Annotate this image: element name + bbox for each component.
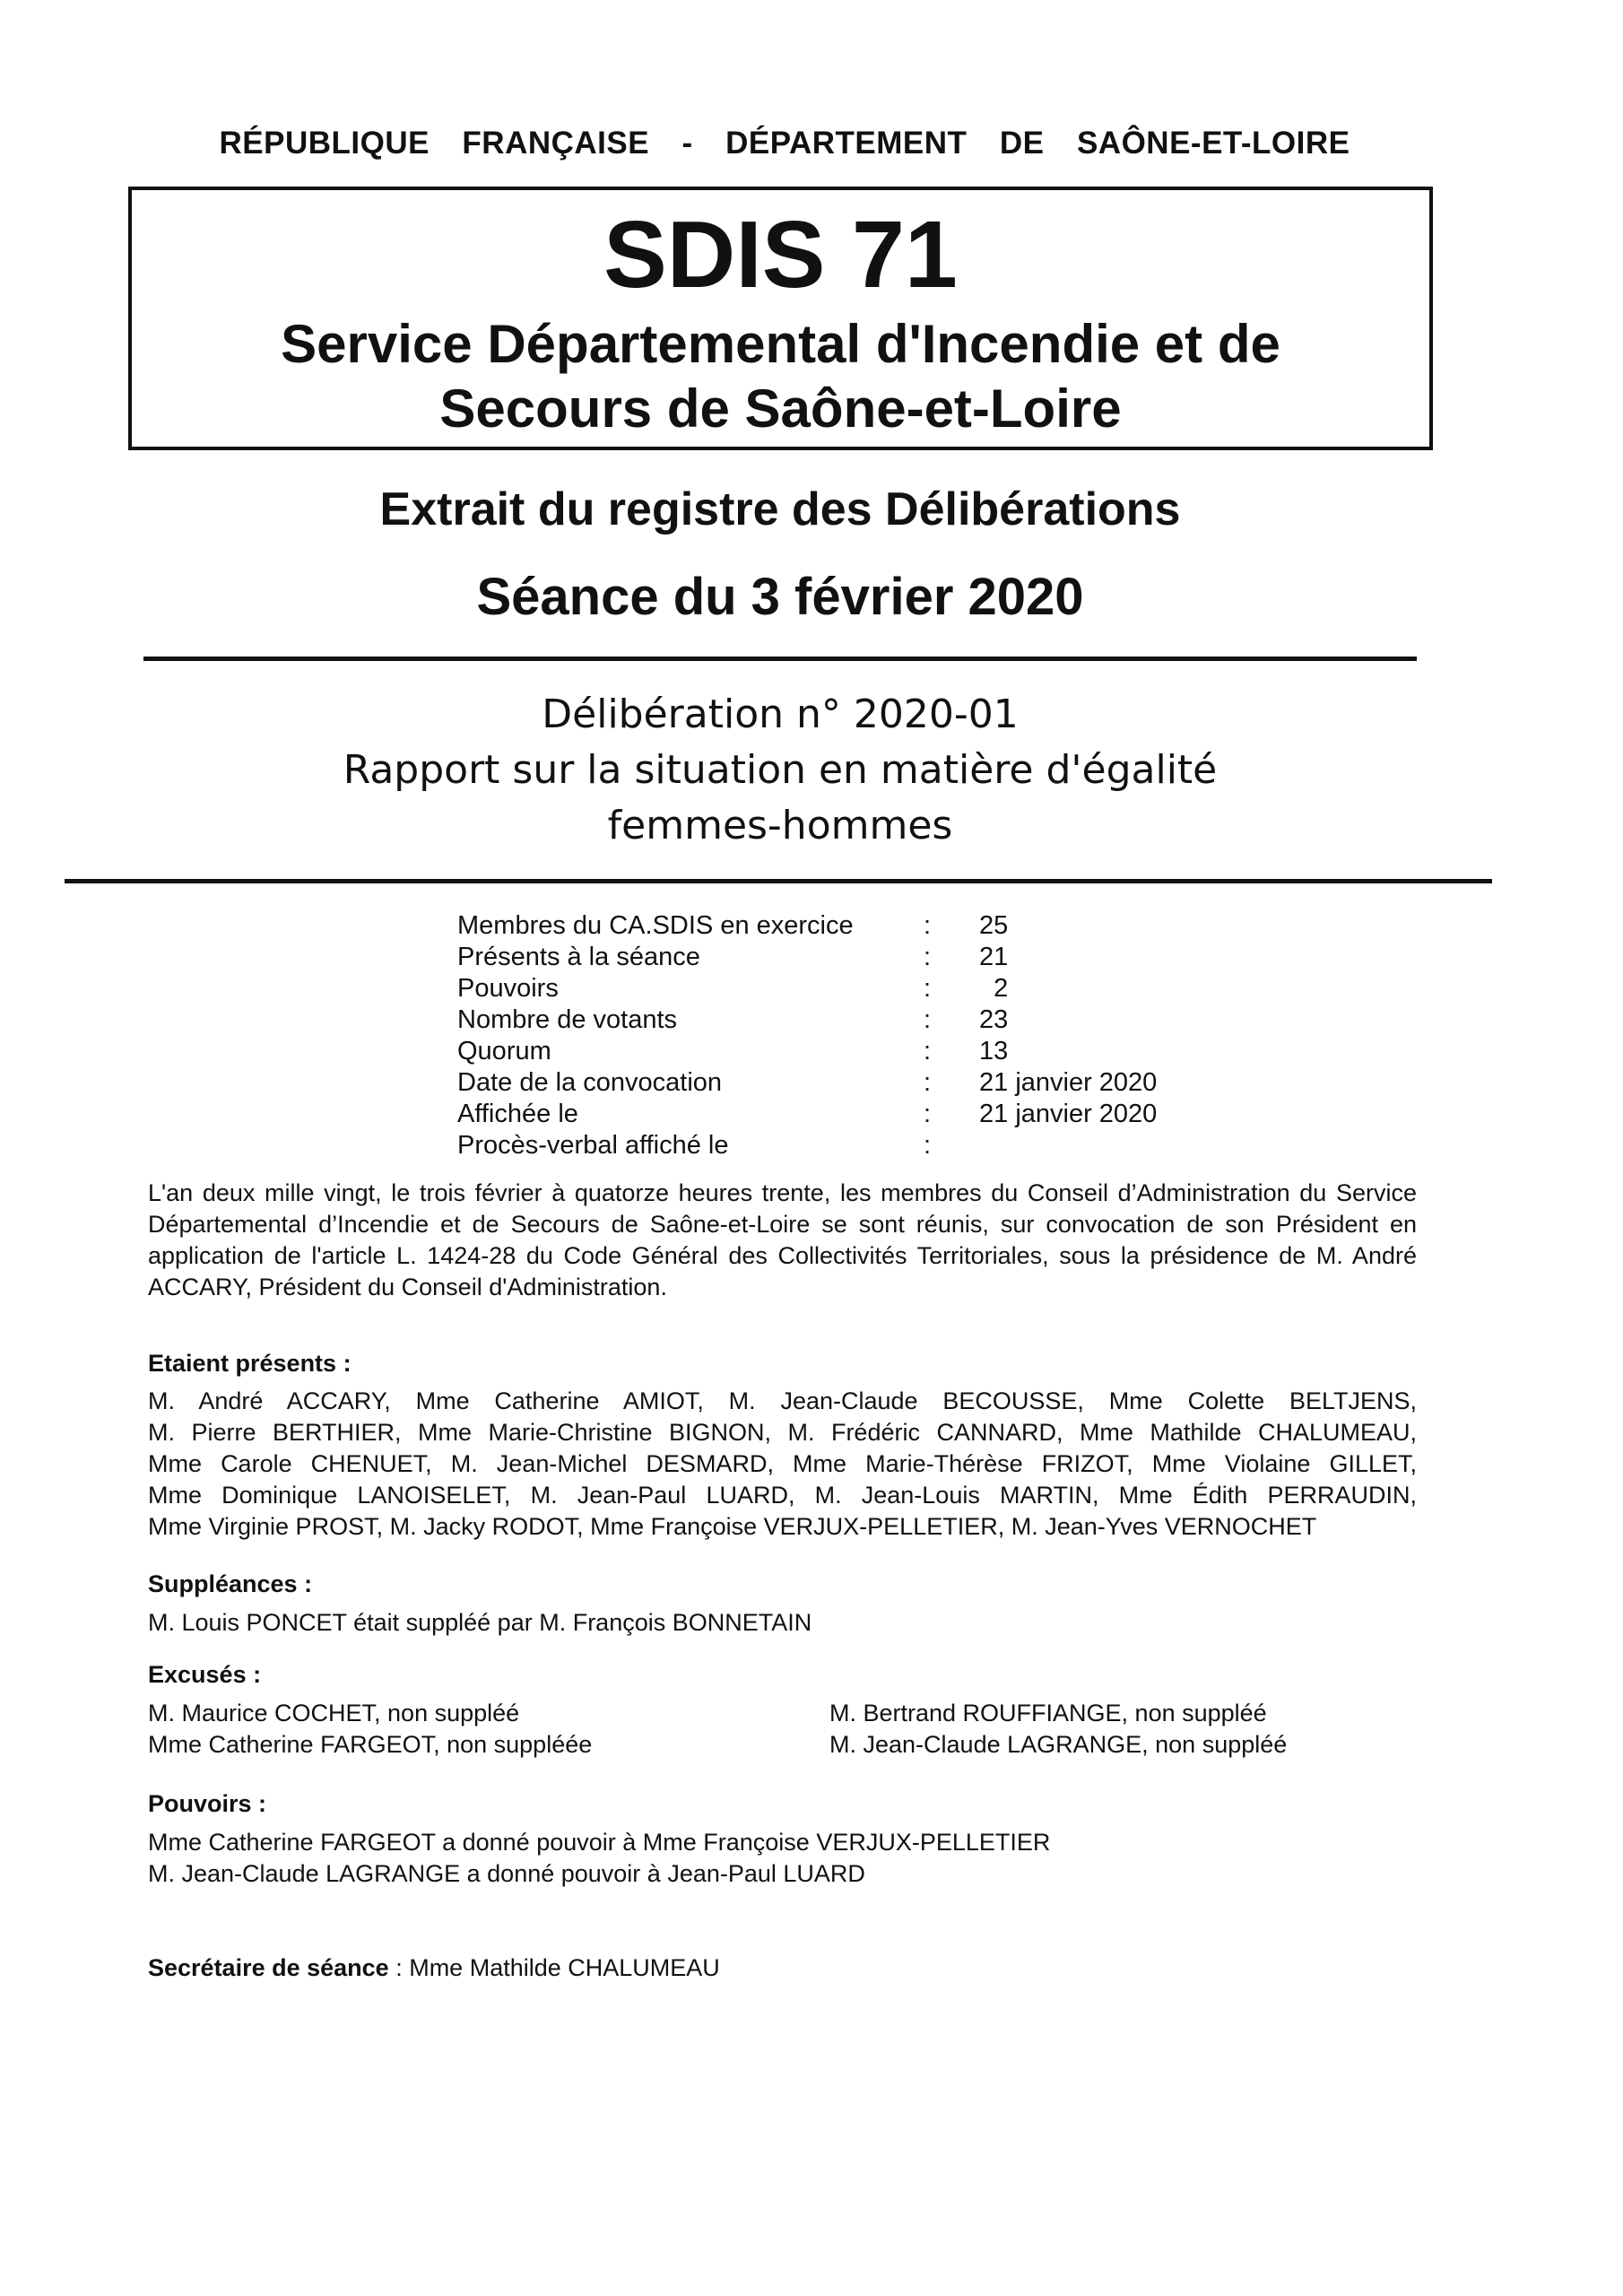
secretaire-name: Mme Mathilde CHALUMEAU — [409, 1954, 720, 1981]
stat-row — [457, 1036, 1194, 1067]
stat-row — [457, 1099, 1194, 1130]
deliberation-number: Délibération n° 2020-01 — [542, 691, 1019, 737]
stat-label: Affichée le — [457, 1100, 578, 1128]
pouvoirs-title: Pouvoirs : — [148, 1790, 267, 1817]
stat-row — [457, 942, 1194, 973]
stat-colon: : — [924, 1100, 932, 1128]
stat-value: 21 — [979, 943, 1009, 971]
divider-top — [143, 657, 1417, 661]
secretaire-line — [148, 1954, 720, 1982]
deliberation-block — [0, 687, 1560, 854]
excuses-list — [148, 1698, 1430, 1761]
stat-row — [457, 1130, 1194, 1161]
service-name-line1: Service Départemental d'Incendie et de — [281, 314, 1280, 374]
title-box — [128, 187, 1433, 450]
pouvoir-line: M. Jean-Claude LAGRANGE a donné pouvoir à Jean-Paul LUARD — [148, 1860, 865, 1887]
excuse-item: Mme Catherine FARGEOT, non suppléée — [148, 1731, 593, 1758]
stat-colon: : — [924, 1068, 932, 1097]
stat-value: 2 — [979, 974, 1009, 1003]
stat-value — [979, 1130, 1194, 1161]
excuses-title: Excusés : — [148, 1661, 262, 1688]
stat-colon: : — [924, 911, 932, 940]
presents-line: M. Pierre BERTHIER, Mme Marie-Christine BIGNON, M. Frédéric CANNARD, Mme Mathilde CHALUMEAU, — [148, 1419, 1417, 1446]
stat-label: Procès-verbal affiché le — [457, 1131, 729, 1160]
stat-value: 21 janvier 2020 — [979, 1068, 1158, 1097]
republique-header: RÉPUBLIQUE FRANÇAISE - DÉPARTEMENT DE SAÔNE-ET-LOIRE — [219, 126, 1350, 161]
stat-label: Quorum — [457, 1037, 551, 1065]
stat-value: 13 — [979, 1037, 1009, 1065]
suppleances-text: M. Louis PONCET était suppléé par M. François BONNETAIN — [148, 1609, 812, 1636]
excuse-item: M. Jean-Claude LAGRANGE, non suppléé — [829, 1731, 1288, 1758]
suppleances-title: Suppléances : — [148, 1570, 313, 1597]
stat-label: Nombre de votants — [457, 1005, 678, 1034]
secretaire-label: Secrétaire de séance — [148, 1954, 389, 1981]
presents-line: M. André ACCARY, Mme Catherine AMIOT, M. Jean-Claude BECOUSSE, Mme Colette BELTJENS, — [148, 1387, 1417, 1414]
deliberation-subject-line1: Rapport sur la situation en matière d'égalité — [343, 747, 1218, 793]
service-name-line2: Secours de Saône-et-Loire — [439, 378, 1122, 439]
presents-title: Etaient présents : — [148, 1350, 352, 1377]
stat-colon: : — [924, 1131, 932, 1160]
stat-row — [457, 1004, 1194, 1036]
quorum-stats — [457, 910, 1194, 1161]
presents-list — [148, 1386, 1417, 1543]
stat-row — [457, 1067, 1194, 1099]
secretaire-separator: : — [388, 1954, 410, 1981]
excuse-item: M. Maurice COCHET, non suppléé — [148, 1700, 520, 1726]
stat-value: 23 — [979, 1005, 1009, 1034]
stat-label: Pouvoirs — [457, 974, 559, 1003]
sdis-title: SDIS 71 — [603, 202, 958, 308]
stat-colon: : — [924, 1005, 932, 1034]
stat-value: 21 janvier 2020 — [979, 1100, 1158, 1128]
deliberation-subject-line2: femmes-hommes — [607, 803, 953, 848]
presents-line: Mme Dominique LANOISELET, M. Jean-Paul LUARD, M. Jean-Louis MARTIN, Mme Édith PERRAUDIN, — [148, 1482, 1417, 1509]
seance-date: Séance du 3 février 2020 — [476, 568, 1084, 626]
extrait-heading: Extrait du registre des Délibérations — [379, 483, 1181, 535]
stat-row — [457, 973, 1194, 1004]
divider-bottom — [65, 879, 1492, 883]
stat-label: Date de la convocation — [457, 1068, 723, 1097]
stat-colon: : — [924, 943, 932, 971]
stat-colon: : — [924, 1037, 932, 1065]
stat-colon: : — [924, 974, 932, 1003]
stat-row — [457, 910, 1194, 942]
excuse-item: M. Bertrand ROUFFIANGE, non suppléé — [829, 1700, 1267, 1726]
stat-label: Présents à la séance — [457, 943, 700, 971]
presents-line: Mme Carole CHENUET, M. Jean-Michel DESMARD, Mme Marie-Thérèse FRIZOT, Mme Violaine GILLET, — [148, 1450, 1417, 1477]
pouvoirs-list — [148, 1827, 1417, 1890]
stat-label: Membres du CA.SDIS en exercice — [457, 911, 854, 940]
stat-value: 25 — [979, 911, 1009, 940]
pouvoir-line: Mme Catherine FARGEOT a donné pouvoir à Mme Françoise VERJUX-PELLETIER — [148, 1829, 1051, 1856]
intro-paragraph: L'an deux mille vingt, le trois février à quatorze heures trente, les membres du Conseil d’Administration du Service Départemental d’Incendie et de Secours de Saône-et-Loire se sont réunis, sur convocation de son Président en application de l'article L. 1424-28 du Code Général des Collectivités Territoriales, sous la présidence de M. André ACCARY, Président du Conseil d'Administration. — [148, 1179, 1417, 1300]
presents-line: Mme Virginie PROST, M. Jacky RODOT, Mme Françoise VERJUX-PELLETIER, M. Jean-Yves VERNOCHET — [148, 1513, 1317, 1540]
